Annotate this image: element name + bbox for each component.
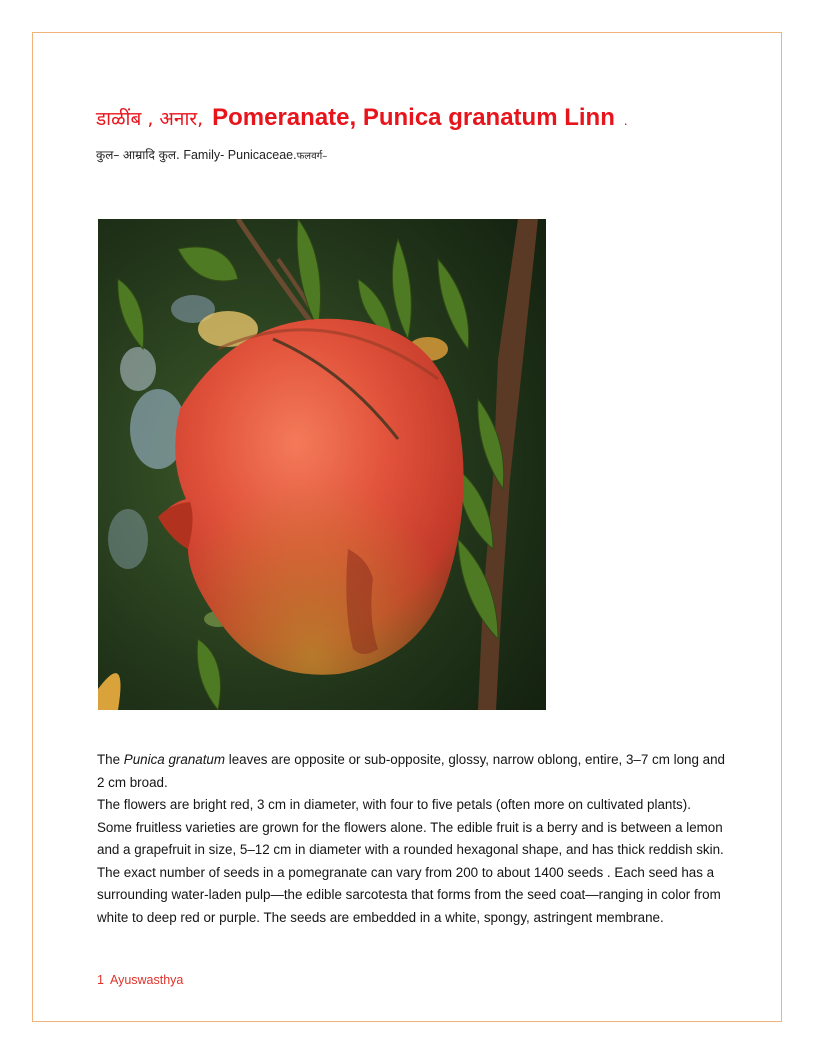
family-line — [96, 146, 327, 163]
footer-brand: Ayuswasthya — [109, 973, 184, 987]
title-latin-name: Pomeranate, Punica granatum Linn — [212, 104, 615, 131]
page-title — [96, 96, 736, 138]
kul-label: कुल– — [96, 148, 120, 162]
species-italic: Punica granatum — [123, 752, 226, 767]
paragraph-leaves — [97, 749, 727, 794]
family-text: Family- Punicaceae. — [183, 148, 297, 162]
paragraph-leaves-lead: The — [97, 752, 124, 767]
title-trailing-dot: . — [623, 112, 628, 128]
kul-value: आम्रादि कुल. — [122, 148, 180, 162]
paragraph-leaves-rest: leaves are opposite or sub-opposite, glossy, narrow oblong, entire, 3–7 cm long and 2 cm broad. — [97, 752, 725, 790]
page-number: 1 — [97, 973, 104, 987]
pomegranate-photo — [98, 219, 546, 710]
page-footer — [97, 973, 183, 987]
paragraph-flowers-fruit: The flowers are bright red, 3 cm in diameter, with four to five petals (often more on cultivated plants). Some fruitless varieties are grown for the flowers alone. The edible fruit is a berry and is between a lemon and a grapefruit in size, 5–12 cm in diameter with a rounded hexagonal shape, and has thick reddish skin. The exact number of seeds in a pomegranate can vary from 200 to about 1400 seeds . Each seed has a surrounding water-laden pulp—the edible sarcotesta that forms from the seed coat—ranging in color from white to deep red or purple. The seeds are embedded in a white, spongy, astringent membrane. — [97, 797, 724, 925]
title-local-names: डाळींब , अनार, — [96, 108, 204, 130]
body-text — [97, 749, 727, 929]
phalvarg-label: फलवर्ग– — [296, 151, 328, 162]
